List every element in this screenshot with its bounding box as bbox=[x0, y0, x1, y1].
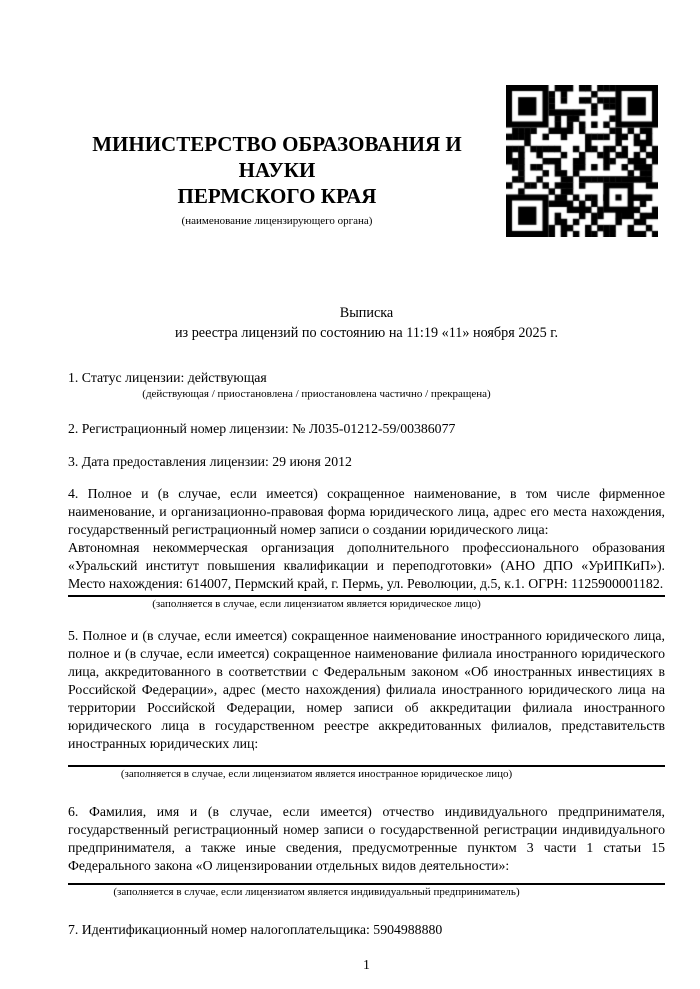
licensing-authority-header bbox=[68, 131, 486, 228]
document-body bbox=[68, 303, 665, 974]
page-number: 1 bbox=[363, 957, 370, 972]
item-4-legal-entity-section bbox=[68, 485, 665, 611]
item-6-entrepreneur-section bbox=[68, 803, 665, 899]
ministry-name-line1: МИНИСТЕРСТВО ОБРАЗОВАНИЯ И НАУКИ bbox=[92, 132, 462, 182]
item-5-foreign-entity-section bbox=[68, 627, 665, 781]
fill-line bbox=[68, 595, 665, 597]
fill-line bbox=[68, 765, 665, 767]
document-title-line2: из реестра лицензий по состоянию на 11:19 «11» ноября 2025 г. bbox=[174, 325, 559, 341]
qr-code-icon bbox=[506, 85, 658, 237]
item-6-entrepreneur-text: 6. Фамилия, имя и (в случае, если имеется) отчество индивидуального предпринимателя, государственный регистрационный номер записи о государственной регистрации индивидуального предпринимателя, а также иные сведения, предусмотренные пунктом 3 части 1 статьи 15 Федерального закона «О лицензировании отдельных видов деятельности»: bbox=[68, 804, 665, 873]
fill-line bbox=[68, 883, 665, 885]
ministry-name-line2: ПЕРМСКОГО КРАЯ bbox=[177, 184, 377, 208]
item-5-fill-caption: (заполняется в случае, если лицензиатом является иностранное юридическое лицо) bbox=[120, 768, 513, 780]
item-1-license-status: 1. Статус лицензии: действующая bbox=[68, 370, 267, 385]
item-1-status-options-caption: (действующая / приостановлена / приостановлена частично / прекращена) bbox=[142, 388, 491, 400]
licensing-authority-caption: (наименование лицензирующего органа) bbox=[181, 215, 373, 227]
item-6-fill-caption: (заполняется в случае, если лицензиатом является индивидуальный предприниматель) bbox=[113, 886, 520, 898]
item-5-foreign-entity-text: 5. Полное и (в случае, если имеется) сокращенное наименование иностранного юридического лица, полное и (в случае, если имеется) сокращенное наименование филиала иностранного юридического лица, аккредитованного в соответствии с Федеральным законом «Об иностранных инвестициях в Российской Федерации», адрес (место нахождения) филиала иностранного юридического лица на территории Российской Федерации, номер записи об аккредитации филиала иностранного юридического лица в государственном реестре аккредитованных филиалов, представительств иностранных юридических лиц: bbox=[68, 628, 665, 751]
document-title bbox=[68, 303, 665, 343]
item-4-legal-entity-text: 4. Полное и (в случае, если имеется) сокращенное наименование, в том числе фирменное наименование, и организационно-правовая форма юридического лица, адрес его места нахождения, государственный регистрационный номер записи о создании юридического лица: bbox=[68, 486, 665, 537]
item-7-taxpayer-number: 7. Идентификационный номер налогоплательщика: 5904988880 bbox=[68, 922, 443, 937]
item-4-fill-caption: (заполняется в случае, если лицензиатом является юридическое лицо) bbox=[152, 598, 481, 610]
item-3-grant-date: 3. Дата предоставления лицензии: 29 июня 2012 bbox=[68, 454, 352, 469]
item-4-legal-entity-value: Автономная некоммерческая организация дополнительного профессионального образования «Уральский институт повышения квалификации и переподготовки» (АНО ДПО «УрИПКиП»). Место нахождения: 614007, Пермский край, г. Пермь, ул. Революции, д.5, к.1. ОГРН: 1125900001182. bbox=[68, 540, 665, 591]
document-title-line1: Выписка bbox=[339, 305, 394, 321]
item-2-registration-number: 2. Регистрационный номер лицензии: № Л035-01212-59/00386077 bbox=[68, 421, 456, 436]
